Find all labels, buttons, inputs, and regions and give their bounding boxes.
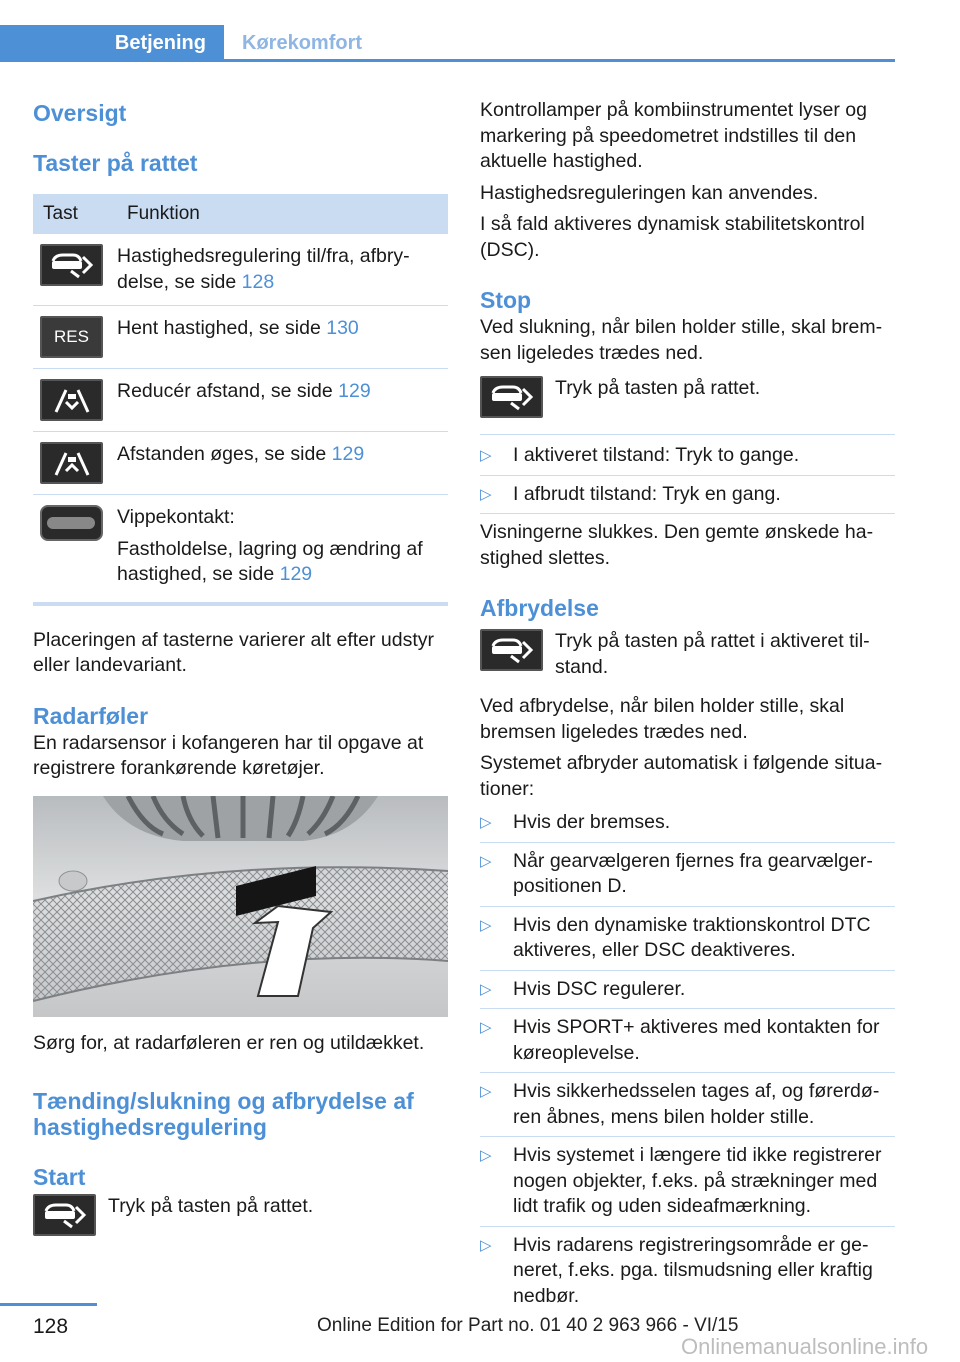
tab-korekomfort[interactable]: Kørekomfort: [242, 32, 363, 54]
footer-rule: [0, 1303, 97, 1306]
list-item: ▷ Hvis der bremses.: [480, 810, 895, 843]
page-number: 128: [33, 1315, 69, 1338]
list-item: ▷ Hvis radarens registreringsområde er ge- neret, f.eks. pga. tilsmudsning eller kraftig nedbør.: [480, 1233, 873, 1307]
table-row: [33, 495, 448, 604]
bullet-arrow-icon: ▷: [480, 980, 492, 998]
key-description: Reducér afstand, se side 129: [117, 369, 448, 432]
cruise-control-icon: [480, 376, 543, 418]
stop-bullet-list: [480, 443, 895, 514]
bullet-arrow-icon: ▷: [480, 916, 492, 934]
bullet-arrow-icon: ▷: [480, 1019, 492, 1036]
header-tab-bar: [0, 25, 895, 62]
table-row: [33, 234, 448, 306]
list-item: ▷ Hvis DSC regulerer.: [480, 977, 895, 1010]
interrupt-text: Ved afbrydelse, når bilen holder stille, skal bremsen ligeledes trædes ned.: [480, 695, 845, 743]
radar-title: Radarføler: [33, 702, 149, 729]
cruise-control-icon: [33, 1194, 96, 1236]
page-link[interactable]: 129: [331, 443, 365, 465]
keys-table: [33, 194, 448, 606]
key-cell: [33, 306, 117, 369]
stop-press-text: Tryk på tasten på rattet.: [555, 377, 761, 399]
interrupt-instruction: [480, 629, 895, 694]
table-header-row: [33, 194, 448, 234]
distance-reduce-icon: [40, 379, 103, 421]
right-column: [480, 98, 895, 1315]
key-description: Hastighedsregulering til/fra, afbry- delse, se side 128: [117, 234, 448, 306]
bullet-arrow-icon: ▷: [480, 1147, 492, 1164]
auto-interrupt-intro: Systemet afbryder automatisk i følgende situa- tioner:: [480, 752, 883, 800]
list-item: ▷ Hvis systemet i længere tid ikke registrerer nogen objekter, f.eks. på strækninger med lidt trafik og uden sideafmærkning.: [480, 1143, 895, 1227]
stop-after-text: Visningerne slukkes. Den gemte ønskede ha- stighed slettes.: [480, 521, 874, 569]
page-link[interactable]: 129: [279, 563, 313, 585]
list-item: ▷ I aktiveret tilstand: Tryk to gange.: [480, 443, 895, 476]
tab-betjening[interactable]: Betjening: [0, 25, 224, 62]
radar-clean-note: Sørg for, at radarføleren er ren og utildækket.: [33, 1031, 425, 1054]
list-item: ▷ Hvis SPORT+ aktiveres med kontakten for køreoplevelse.: [480, 1015, 895, 1073]
start-instruction: [33, 1194, 448, 1236]
key-description: Hent hastighed, se side 130: [117, 306, 448, 369]
key-cell: [33, 495, 117, 604]
section-title: Oversigt: [33, 100, 127, 126]
watermark: Onlinemanualsonline.info: [681, 1334, 929, 1359]
key-cell: [33, 432, 117, 495]
res-button-icon: RES: [40, 316, 103, 358]
key-cell: [33, 234, 117, 306]
keys-subtitle: Taster på rattet: [33, 150, 198, 176]
interrupt-press-text: Tryk på tasten på rattet i aktiveret til- stand.: [555, 630, 870, 678]
left-column: [33, 98, 448, 1236]
edition-text: Online Edition for Part no. 01 40 2 963 966 - VI/15: [317, 1315, 739, 1336]
stop-text: Ved slukning, når bilen holder stille, skal brem- sen ligeledes trædes ned.: [480, 316, 883, 364]
table-row: [33, 369, 448, 432]
bullet-arrow-icon: ▷: [480, 852, 492, 870]
page-link[interactable]: 129: [338, 380, 371, 402]
start-title: Start: [33, 1164, 86, 1190]
radar-text: En radarsensor i kofangeren har til opgave at registrere forankørende køretøjer.: [33, 731, 424, 779]
rocker-switch-icon: [40, 505, 103, 541]
page-link[interactable]: 128: [241, 270, 275, 293]
list-item: ▷ Hvis den dynamiske traktionskontrol DTC aktiveres, eller DSC deaktiveres.: [480, 913, 895, 971]
table-header-funktion: Funktion: [117, 194, 448, 234]
ignition-title: Tænding/slukning og afbrydelse af hastighedsregulering: [33, 1088, 414, 1140]
key-description: Afstanden øges, se side 129: [117, 432, 448, 495]
bullet-arrow-icon: ▷: [480, 447, 492, 464]
table-row: [33, 432, 448, 495]
cruise-control-icon: [480, 629, 543, 671]
bullet-arrow-icon: ▷: [480, 485, 492, 503]
bullet-arrow-icon: ▷: [480, 1236, 492, 1254]
cruise-control-icon: [40, 244, 103, 286]
stop-title: Stop: [480, 287, 532, 313]
list-item: ▷ Når gearvælgeren fjernes fra gearvælger- positionen D.: [480, 849, 895, 907]
intro-paragraph-1: Kontrollamper på kombiinstrumentet lyser og markering på speedometret indstilles til den aktuelle hastighed.: [480, 99, 867, 172]
stop-instruction: [480, 376, 895, 435]
interrupt-title: Afbrydelse: [480, 595, 599, 621]
intro-paragraph-2: Hastighedsreguleringen kan anvendes.: [480, 181, 819, 204]
radar-sensor-image: [33, 796, 448, 1017]
table-header-tast: Tast: [33, 194, 117, 234]
key-description: Vippekontakt: Fastholdelse, lagring og ændring af hastighed, se side 129: [117, 495, 448, 604]
distance-increase-icon: [40, 442, 103, 484]
placement-note: Placeringen af tasterne varierer alt efter udstyr eller landevariant.: [33, 628, 435, 676]
table-row: [33, 306, 448, 369]
bullet-arrow-icon: ▷: [480, 1083, 492, 1100]
list-item: ▷ Hvis sikkerhedsselen tages af, og førerdø- ren åbnes, mens bilen holder stille.: [480, 1079, 895, 1137]
list-item: ▷ I afbrudt tilstand: Tryk en gang.: [480, 482, 895, 515]
intro-paragraph-3: I så fald aktiveres dynamisk stabilitetskontrol (DSC).: [480, 213, 865, 261]
page-link[interactable]: 130: [326, 317, 359, 339]
start-text: Tryk på tasten på rattet.: [108, 1195, 314, 1217]
bullet-arrow-icon: ▷: [480, 814, 492, 831]
auto-interrupt-list: [480, 810, 895, 1315]
key-cell: [33, 369, 117, 432]
